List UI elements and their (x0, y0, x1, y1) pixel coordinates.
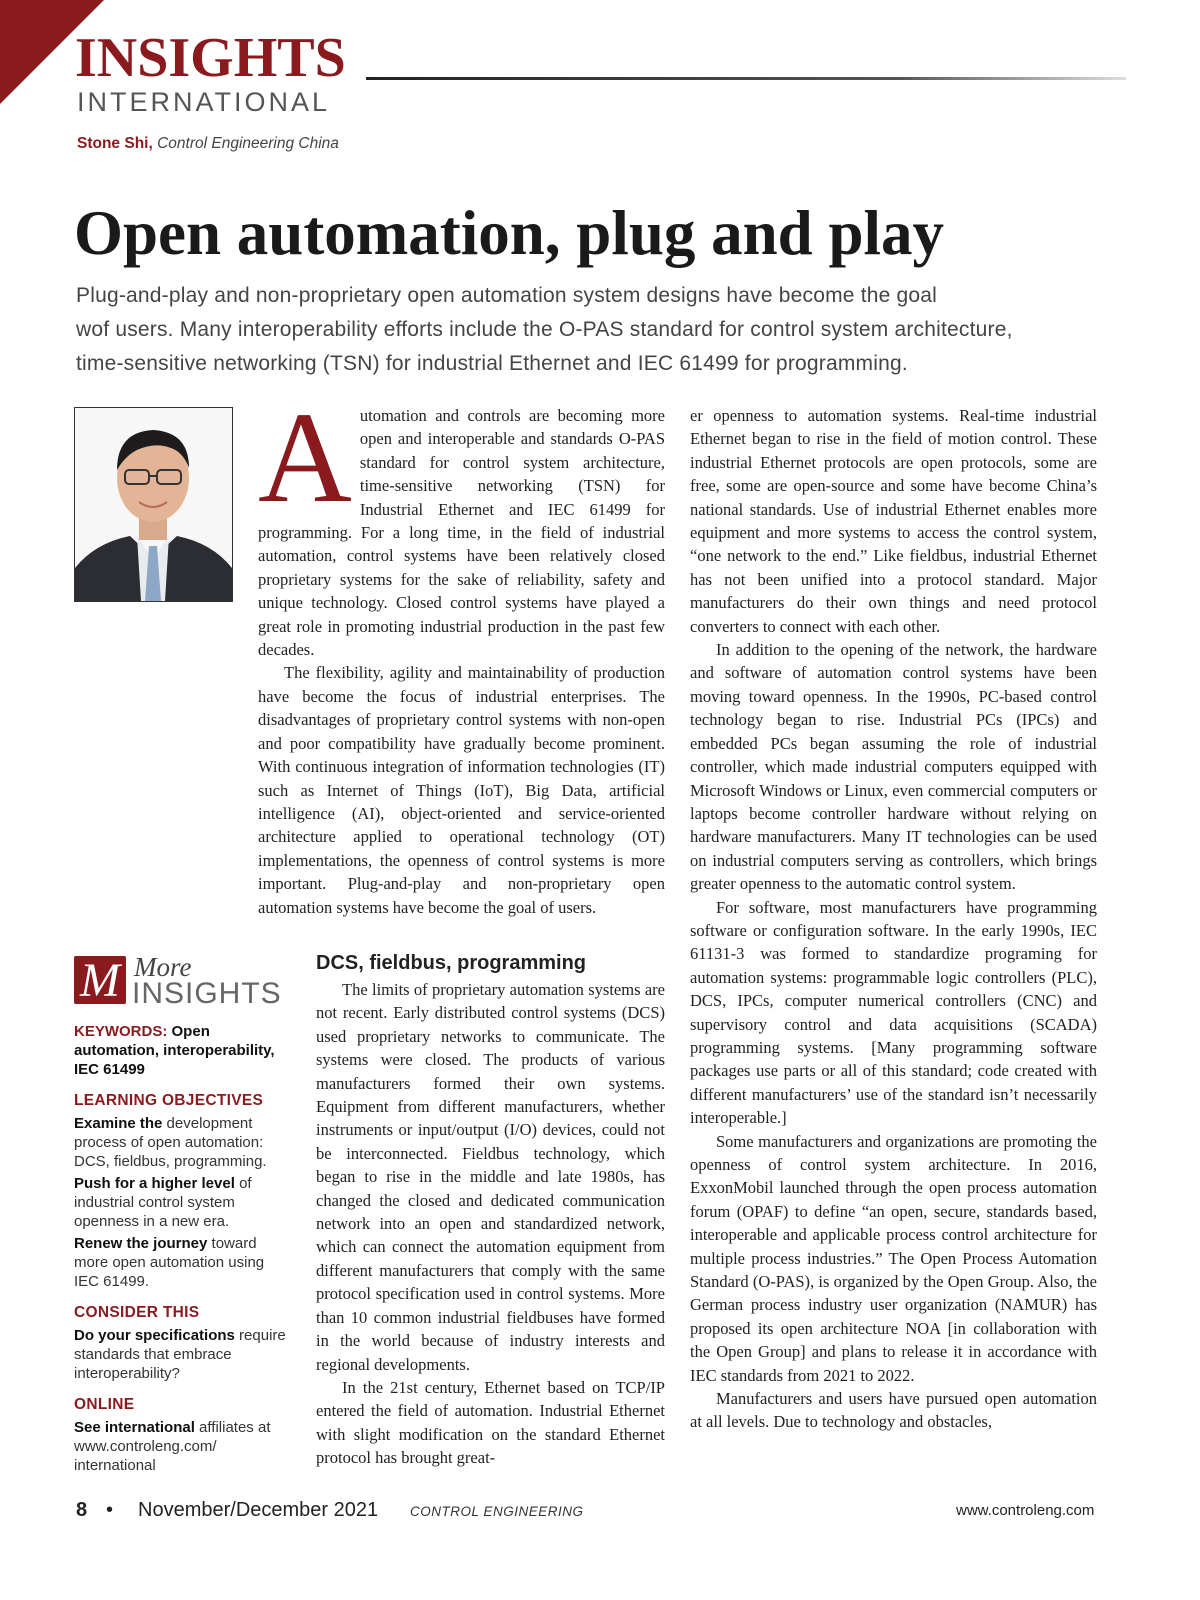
keywords-label: KEYWORDS: (74, 1023, 168, 1040)
deck-line: wof users. Many interoperability efforts include the O-PAS standard for control system architecture, (76, 318, 1013, 341)
paragraph: Some manufacturers and organizations are promoting the openness of control system architecture. In 2016, ExxonMobil launched through the open process automation forum (OPAF) to define “an open, secure, standards based, interoperable and applicable process control architecture for multiple process industries.” The Open Process Automation Standard (O-PAS), is organized by the Open Group. Also, the German process industry user organization (NAMUR) has proposed its open architecture NOA [in collaboration with the Open Group] and plans to release it in accordance with IEC standards from 2021 to 2022. (690, 1131, 1097, 1385)
byline (77, 134, 339, 154)
article-deck (76, 279, 1136, 381)
author-org: Control Engineering China (157, 135, 339, 152)
article-title: Open automation, plug and play (74, 198, 945, 268)
footer-separator: • (106, 1499, 114, 1521)
section-subtitle: INTERNATIONAL (77, 87, 331, 117)
consider-body: require standards that embrace interoperability? (74, 1327, 286, 1382)
keywords-text: Open automation, interoperability, IEC 61499 (74, 1023, 275, 1078)
paragraph: The limits of proprietary automation systems are not recent. Early distributed control systems (DCS) used proprietary networks to communicate. The systems were closed. The products of various manufacturers formed their own systems. Equipment from different manufacturers, whether instruments or input/output (I/O) devices, could not be interconnected. Fieldbus technology, which began to rise in the middle and late 1980s, has changed the closed and dedicated communication network into an open and standardized network, which can connect the automation equipment from different manufacturers that comply with the same protocol specification used in control systems. More than 10 common industrial fieldbuses have formed in the world because of industry interests and regional developments. (316, 980, 665, 1374)
header-rule (366, 77, 1126, 80)
author-photo (74, 407, 233, 602)
online-heading: ONLINE (74, 1396, 135, 1413)
section-title: INSIGHTS (75, 27, 346, 89)
objective-text: development process of open automation: DCS, fieldbus, programming. (74, 1115, 267, 1170)
logo-insights: INSIGHTS (132, 977, 282, 1010)
page-number: 8 (76, 1499, 88, 1521)
paragraph: In addition to the opening of the network, the hardware and software of automation control systems have been moving toward openness. In the 1990s, PC-based control technology began to rise. Industrial PCs (IPCs) and embedded PCs began assuming the role of industrial controller, which made industrial computers equipped with Microsoft Windows or Linux, even commercial computers or laptops become controller hardware without relying on hardware manufacturers. Many IT technologies can be used on industrial computers serving as controllers, which brings greater openness to the automatic control system. (690, 640, 1097, 894)
online-text (74, 1418, 292, 1475)
article-column-2 (316, 950, 665, 1470)
objective-lead: Renew the journey (74, 1235, 208, 1252)
learning-objective (74, 1234, 292, 1291)
objective-lead: Push for a higher level (74, 1175, 235, 1192)
section-subhead: DCS, fieldbus, programming (316, 952, 587, 974)
objective-lead: Examine the (74, 1115, 163, 1132)
paragraph: In the 21st century, Ethernet based on TCP/IP entered the field of automation. Industrial Ethernet with slight modification on the standard Ethernet protocol has brought great- (316, 1377, 665, 1468)
issue-date: November/December 2021 (138, 1499, 379, 1521)
magazine-name: CONTROL ENGINEERING (410, 1504, 584, 1519)
author-portrait-icon (75, 408, 232, 601)
article-column-3 (690, 404, 1097, 1434)
website-url[interactable]: www.controleng.com (956, 1502, 1095, 1519)
keywords (74, 1022, 292, 1079)
online-link[interactable]: affiliates at www.controleng.com/ international (74, 1419, 271, 1474)
consider-lead: Do your specifications (74, 1327, 235, 1344)
logo-letter: M (74, 956, 126, 1004)
more-insights-logo (74, 952, 292, 1014)
consider-this-heading: CONSIDER THIS (74, 1304, 200, 1321)
article-column-1 (258, 386, 665, 919)
drop-cap: A (258, 386, 352, 530)
paragraph: utomation and controls are becoming more open and interoperable and standards O-PAS standard for control system architecture, time-sensitive networking (TSN) for Industrial Ethernet and IEC 61499 for programming. For a long time, in the field of industrial automation, control systems have been relatively closed proprietary systems for the sake of reliability, safety and unique technology. Closed control systems have played a great role in promoting industrial production in the past few decades. (258, 406, 665, 660)
objective-text: toward more open automation using IEC 61499. (74, 1235, 265, 1290)
paragraph: The flexibility, agility and maintainability of production have become the focus of industrial enterprises. The disadvantages of proprietary control systems with non-open and poor compatibility have gradually become prominent. With continuous integration of information technologies (IT) such as Internet of Things (IoT), Big Data, artificial intelligence (AI), object-oriented and service-oriented architecture applied to operational technology (OT) implementations, the openness of control systems is more important. Plug-and-play and non-proprietary open automation systems have become the goal of users. (258, 663, 665, 917)
logo-more: More (134, 952, 192, 982)
deck-line: time-sensitive networking (TSN) for industrial Ethernet and IEC 61499 for programming. (76, 352, 908, 375)
online-lead: See international (74, 1419, 195, 1436)
paragraph: er openness to automation systems. Real-time industrial Ethernet began to rise in the field of motion control. These industrial Ethernet protocols are open protocols, some are free, some are open-source and some have become China’s national standards. Use of industrial Ethernet enables more equipment and more systems to access the control system, “one network to the end.” Like fieldbus, industrial Ethernet has not been unified into a protocol standard. Major manufacturers do their own things and need protocol converters to connect with each other. (690, 406, 1097, 636)
learning-objective (74, 1174, 292, 1231)
deck-line: Plug-and-play and non-proprietary open automation system designs have become the goal (76, 284, 938, 307)
paragraph: For software, most manufacturers have programming software or configuration software. In the early 1990s, IEC 61131-3 was formed to standardize programing for automation systems: programmable logic controllers (PLC), DCS, IPCs, computer numerical controllers (CNC) and supervisory control and data acquisitions (SCADA) programming systems. [Many programming software packages use parts or all of this standard; code created with different manufacturers’ use of the standard isn’t necessarily interoperable.] (690, 897, 1097, 1128)
learning-objective (74, 1114, 292, 1171)
more-insights-sidebar (74, 952, 292, 1478)
consider-this-text (74, 1326, 292, 1383)
objective-text: of industrial control system openness in a new era. (74, 1175, 252, 1230)
author-name: Stone Shi, (77, 135, 153, 152)
learning-objectives-heading: LEARNING OBJECTIVES (74, 1092, 264, 1109)
paragraph: Manufacturers and users have pursued open automation at all levels. Due to technology and obstacles, (690, 1389, 1097, 1432)
